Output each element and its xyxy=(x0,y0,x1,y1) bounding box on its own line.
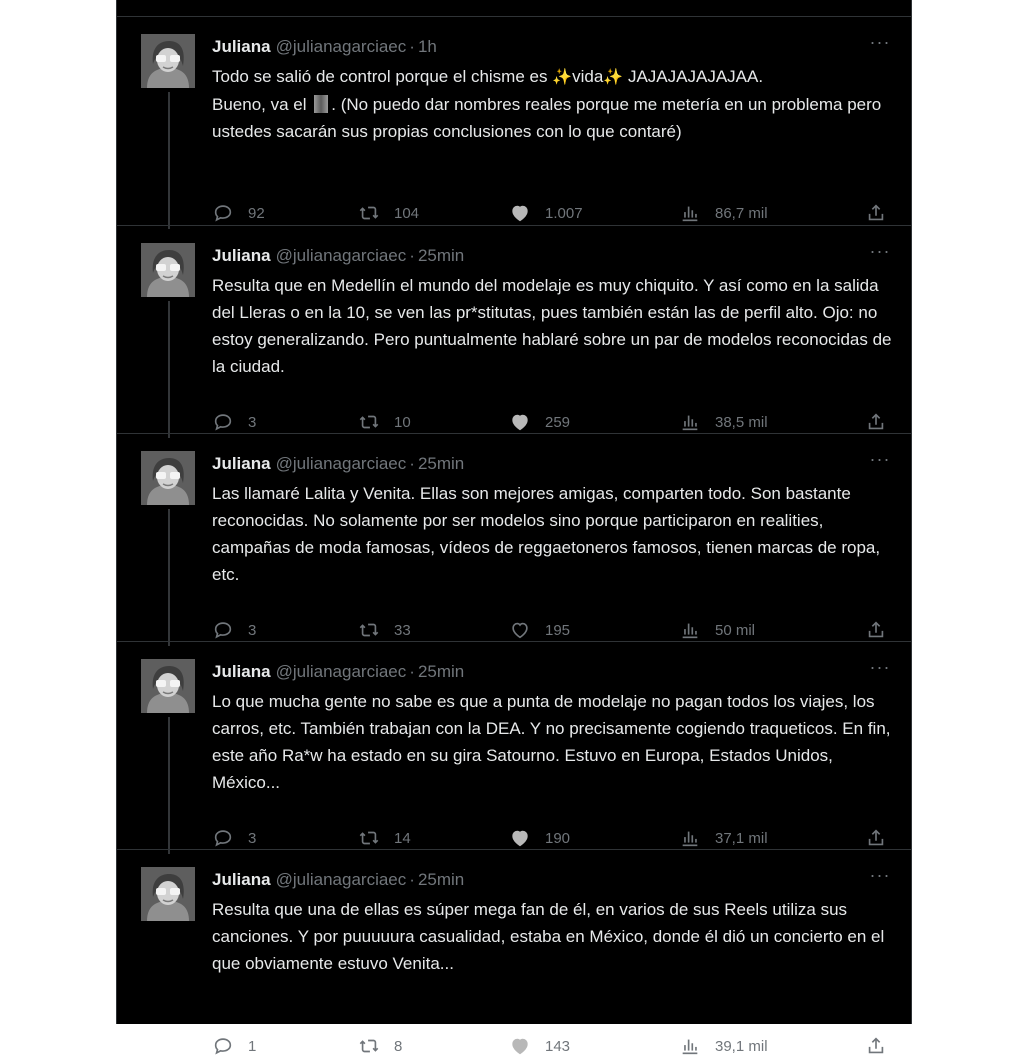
reply-button-count: 1 xyxy=(248,1037,257,1055)
views-button-count: 86,7 mil xyxy=(715,204,768,222)
views-button-count: 37,1 mil xyxy=(715,829,768,847)
like-button-count: 1.007 xyxy=(545,204,583,222)
retweet-button[interactable] xyxy=(358,826,411,850)
reply-icon xyxy=(212,827,234,849)
share-icon xyxy=(865,1035,887,1057)
tweet-text xyxy=(212,63,896,145)
tweet[interactable] xyxy=(117,641,911,850)
tweet-text: Las llamaré Lalita y Venita. Ellas son mejores amigas, comparten todo. Son bastante reconocidas. No solamente por ser modelos sino porque participaron en realities, campañas de moda famosas, vídeos de reggaetoneros famosos, tienen marcas de ropa, etc. xyxy=(212,484,881,584)
avatar[interactable] xyxy=(141,659,195,713)
retweet-icon xyxy=(358,827,380,849)
tweet[interactable] xyxy=(117,849,911,1058)
tweet-actions xyxy=(212,618,892,642)
user-handle[interactable]: @julianagarciaec xyxy=(275,454,407,473)
separator-dot: · xyxy=(409,662,415,681)
retweet-button[interactable] xyxy=(358,410,411,434)
reply-button[interactable] xyxy=(212,1034,256,1058)
views-button[interactable] xyxy=(679,618,755,642)
tweet-header xyxy=(212,661,887,683)
retweet-button-count: 104 xyxy=(394,204,420,222)
reply-button-count: 92 xyxy=(248,204,265,222)
separator-dot: · xyxy=(409,870,415,889)
timestamp[interactable]: 1h xyxy=(417,37,437,56)
separator-dot: · xyxy=(409,246,415,265)
heart-icon xyxy=(509,827,531,849)
views-button-count: 38,5 mil xyxy=(715,413,768,431)
retweet-icon xyxy=(358,202,380,224)
like-button-count: 195 xyxy=(545,621,571,639)
more-icon[interactable]: ··· xyxy=(869,865,891,885)
separator-dot: · xyxy=(409,454,415,473)
reply-icon xyxy=(212,1035,234,1057)
like-button[interactable] xyxy=(509,201,583,225)
tweet-actions xyxy=(212,826,892,850)
retweet-button-count: 33 xyxy=(394,621,411,639)
timestamp[interactable]: 25min xyxy=(417,870,465,889)
display-name[interactable]: Juliana xyxy=(212,662,271,681)
retweet-icon xyxy=(358,411,380,433)
reply-icon xyxy=(212,411,234,433)
thread-connector xyxy=(168,717,170,854)
heart-icon xyxy=(509,619,531,641)
timestamp[interactable]: 25min xyxy=(417,454,465,473)
timestamp[interactable]: 25min xyxy=(417,662,465,681)
share-icon xyxy=(865,411,887,433)
retweet-icon xyxy=(358,1035,380,1057)
reply-button-count: 3 xyxy=(248,413,257,431)
like-button[interactable] xyxy=(509,618,570,642)
views-button[interactable] xyxy=(679,826,768,850)
user-handle[interactable]: @julianagarciaec xyxy=(275,246,407,265)
tweet-text: Resulta que en Medellín el mundo del modelaje es muy chiquito. Y así como en la salida del Lleras o en la 10, se ven las pr*stitutas, pues también están las de perfil alto. Ojo: no estoy generalizando. Pero puntualmente hablaré sobre un par de modelos reconocidas de la ciudad. xyxy=(212,276,892,376)
reply-button-count: 3 xyxy=(248,829,257,847)
tweet-actions xyxy=(212,201,892,225)
retweet-button[interactable] xyxy=(358,201,419,225)
display-name[interactable]: Juliana xyxy=(212,37,271,56)
like-button[interactable] xyxy=(509,1034,570,1058)
like-button-count: 190 xyxy=(545,829,571,847)
sparkles-emoji: ✨ xyxy=(603,69,624,86)
tweet-actions xyxy=(212,410,892,434)
share-button[interactable] xyxy=(865,410,887,434)
tweet-text: Resulta que una de ellas es súper mega fan de él, en varios de sus Reels utiliza sus canciones. Y por puuuuura casualidad, estaba en México, donde él dió un concierto en el que obviamente estuvo Venita... xyxy=(212,900,885,973)
heart-icon xyxy=(509,202,531,224)
avatar[interactable] xyxy=(141,867,195,921)
like-button-count: 259 xyxy=(545,413,571,431)
display-name[interactable]: Juliana xyxy=(212,870,271,889)
reply-icon xyxy=(212,202,234,224)
views-button-count: 50 mil xyxy=(715,621,756,639)
reply-button[interactable] xyxy=(212,826,256,850)
reply-icon xyxy=(212,619,234,641)
retweet-button-count: 10 xyxy=(394,413,411,431)
timestamp[interactable]: 25min xyxy=(417,246,465,265)
heart-icon xyxy=(509,411,531,433)
more-icon[interactable]: ··· xyxy=(869,32,891,52)
share-button[interactable] xyxy=(865,618,887,642)
thread-connector xyxy=(168,301,170,438)
views-icon xyxy=(679,411,701,433)
redacted-emoji xyxy=(314,95,328,113)
more-icon[interactable]: ··· xyxy=(869,449,891,469)
timeline-thread xyxy=(116,0,912,1055)
tweet-text: Lo que mucha gente no sabe es que a punta de modelaje no pagan todos los viajes, los carros, etc. También trabajan con la DEA. Y no precisamente cogiendo traqueticos. En fin, este año Ra*w ha estado en su gira Satourno. Estuvo en Europa, Estados Unidos, México... xyxy=(212,692,891,792)
display-name[interactable]: Juliana xyxy=(212,246,271,265)
tweet-text-part: vida xyxy=(572,67,604,86)
share-icon xyxy=(865,202,887,224)
tweet-header xyxy=(212,453,887,475)
retweet-button[interactable] xyxy=(358,1034,402,1058)
retweet-icon xyxy=(358,619,380,641)
views-button[interactable] xyxy=(679,1034,768,1058)
share-icon xyxy=(865,619,887,641)
user-handle[interactable]: @julianagarciaec xyxy=(275,870,407,889)
like-button[interactable] xyxy=(509,410,570,434)
tweet[interactable] xyxy=(117,433,911,642)
views-icon xyxy=(679,202,701,224)
separator-dot: · xyxy=(409,37,415,56)
heart-icon xyxy=(509,1035,531,1057)
tweet[interactable] xyxy=(117,225,911,434)
tweet-header xyxy=(212,245,887,267)
views-icon xyxy=(679,619,701,641)
tweet-header xyxy=(212,36,887,58)
views-button-count: 39,1 mil xyxy=(715,1037,768,1055)
sparkles-emoji: ✨ xyxy=(552,69,573,86)
tweet-actions xyxy=(212,1034,892,1058)
avatar[interactable] xyxy=(141,243,195,297)
avatar[interactable] xyxy=(141,451,195,505)
tweet-header xyxy=(212,869,887,891)
views-icon xyxy=(679,827,701,849)
share-button[interactable] xyxy=(865,1034,887,1058)
views-button[interactable] xyxy=(679,410,768,434)
retweet-button-count: 8 xyxy=(394,1037,403,1055)
display-name[interactable]: Juliana xyxy=(212,454,271,473)
reply-button[interactable] xyxy=(212,618,256,642)
reply-button[interactable] xyxy=(212,201,265,225)
reply-button[interactable] xyxy=(212,410,256,434)
more-icon[interactable]: ··· xyxy=(869,657,891,677)
tweet[interactable] xyxy=(117,17,911,225)
tweet-text-part: Todo se salió de control porque el chisme es xyxy=(212,67,553,86)
thread-connector xyxy=(168,509,170,646)
avatar[interactable] xyxy=(141,34,195,88)
like-button[interactable] xyxy=(509,826,570,850)
tweet-text-part: JAJAJAJAJAJAA. Bueno, va el xyxy=(212,67,764,114)
like-button-count: 143 xyxy=(545,1037,571,1055)
user-handle[interactable]: @julianagarciaec xyxy=(275,662,407,681)
thread-connector xyxy=(168,92,170,229)
tweet-text-part: . (No puedo dar nombres reales porque me metería en un problema pero ustedes sacarán sus propias conclusiones con lo que contaré) xyxy=(212,95,882,141)
share-button[interactable] xyxy=(865,201,887,225)
user-handle[interactable]: @julianagarciaec xyxy=(275,37,407,56)
reply-button-count: 3 xyxy=(248,621,257,639)
retweet-button-count: 14 xyxy=(394,829,411,847)
views-icon xyxy=(679,1035,701,1057)
retweet-button[interactable] xyxy=(358,618,411,642)
views-button[interactable] xyxy=(679,201,768,225)
share-icon xyxy=(865,827,887,849)
more-icon[interactable]: ··· xyxy=(869,241,891,261)
share-button[interactable] xyxy=(865,826,887,850)
